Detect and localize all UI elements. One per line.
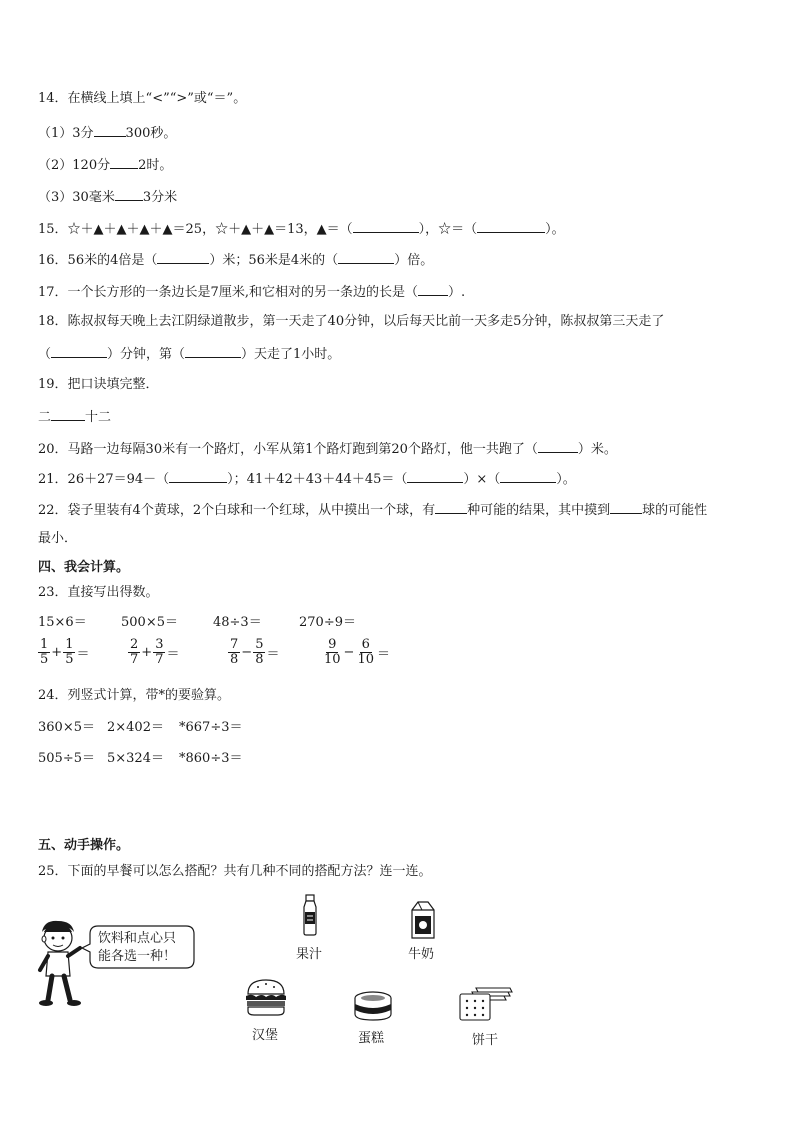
equals: ＝ [166,647,180,662]
answer-blank[interactable] [418,283,448,296]
answer-blank[interactable] [610,501,642,514]
fraction: $\frac{2}{7}$ [130,637,139,667]
section-5-title: 五、动手操作。 [38,838,130,853]
answer-blank[interactable] [538,440,578,453]
q18-part-b: ）分钟，第（ [107,347,186,362]
item-cake-label: 蛋糕 [358,1031,385,1046]
q14-item-3-pre: （3）30毫米 [38,190,115,205]
q15-part-b: ），☆＝（ [418,222,478,237]
q18-part-a: （ [38,347,52,362]
q23-expr-3: 48÷3＝ [213,615,262,630]
q20 [38,440,617,458]
operator: + [51,645,63,660]
q23-expr-4: 270÷9＝ [299,615,356,630]
q24-row-1 [38,720,242,736]
q19-post: 十二 [85,410,112,425]
q18-part-c: ）天走了1小时。 [241,347,341,362]
operator: − [241,645,253,660]
q21-part-d: ）。 [556,472,576,487]
fraction: $\frac{7}{8}$ [230,637,239,667]
answer-blank[interactable] [169,470,227,483]
q23-fraction-4 [322,638,391,667]
q21 [38,470,576,488]
answer-blank[interactable] [435,501,467,514]
q15 [38,220,565,238]
fraction: $\frac{9}{10}$ [324,637,341,667]
item-burger-label: 汉堡 [252,1028,279,1043]
q24-expr: 2×402＝ [107,720,164,735]
equals: ＝ [377,647,391,662]
q14-stem: 14．在横线上填上“<”“>”或“＝”。 [38,91,247,106]
answer-blank[interactable] [407,470,463,483]
answer-blank[interactable] [157,251,209,264]
q14-item-1-pre: （1）3分 [38,126,94,141]
q14-item-2-post: 2时。 [138,158,173,173]
speech-bubble [98,930,176,966]
q14-item-3 [38,188,177,206]
q16 [38,251,433,269]
q18-line-2 [38,345,340,363]
q24-row-2 [38,751,242,767]
q22-line-2: 最小． [38,531,78,546]
answer-blank[interactable] [110,156,138,169]
q24-expr: *667÷3＝ [179,720,243,735]
item-juice-label: 果汁 [296,947,323,962]
milk-carton-icon [406,900,438,940]
q22-part-a: 22．袋子里装有4个黄球，2个白球和一个红球，从中摸出一个球，有 [38,503,436,518]
section-4-title: 四、我会计算。 [38,560,130,575]
q23-expr-2: 500×5＝ [121,615,178,630]
q16-part-a: 16．56米的4倍是（ [38,253,158,268]
q14-item-1-post: 300秒。 [125,126,177,141]
answer-blank[interactable] [500,470,556,483]
cake-icon [352,990,394,1022]
q23-fraction-3 [228,638,280,667]
item-biscuits-label: 饼干 [472,1033,499,1048]
q22-part-c: 球的可能性 [642,503,708,518]
answer-blank[interactable] [185,345,241,358]
q14-item-2 [38,156,172,174]
q24-expr: 505÷5＝ [38,751,95,766]
hamburger-icon [244,978,288,1018]
q22-line-1 [38,501,707,519]
q23-expr-1: 15×6＝ [38,615,87,630]
equals: ＝ [76,647,90,662]
q14-item-3-post: 3分米 [142,190,178,205]
answer-blank[interactable] [94,124,126,137]
q23-fraction-2 [128,638,180,667]
q15-part-c: ）。 [545,222,565,237]
q23-row-1 [38,615,356,631]
answer-blank[interactable] [353,220,419,233]
q20-part-b: ）米。 [577,442,617,457]
answer-blank[interactable] [51,408,85,421]
q24-expr: 360×5＝ [38,720,95,735]
q24-expr: 5×324＝ [107,751,164,766]
speech-line-1: 饮料和点心只 [98,931,177,946]
fraction: $\frac{6}{10}$ [357,637,374,667]
operator: + [141,645,153,660]
q16-part-c: ）倍。 [394,253,434,268]
q20-part-a: 20．马路一边每隔30米有一个路灯，小军从第1个路灯跑到第20个路灯，他一共跑了（ [38,442,538,457]
q16-part-b: ）米；56米是4米的（ [209,253,339,268]
q19-formula [38,408,111,426]
equals: ＝ [266,647,280,662]
answer-blank[interactable] [51,345,107,358]
q19-pre: 二 [38,410,52,425]
q15-part-a: 15．☆＋▲＋▲＋▲＋▲＝25，☆＋▲＋▲＝13，▲＝（ [38,222,353,237]
q21-part-c: ）×（ [463,472,501,487]
biscuits-icon [456,986,514,1022]
q17-part-b: ）. [447,285,466,300]
q18-line-1: 18．陈叔叔每天晚上去江阴绿道散步，第一天走了40分钟，以后每天比前一天多走5分钟，陈叔叔第三天走了 [38,314,665,329]
answer-blank[interactable] [115,188,143,201]
q22-part-b: 种可能的结果，其中摸到 [467,503,611,518]
q23-fraction-1 [38,638,90,667]
speech-line-2: 能各选一种！ [98,949,177,964]
item-milk-label: 牛奶 [408,947,435,962]
q14-item-1 [38,124,176,142]
q23-stem: 23．直接写出得数。 [38,585,159,600]
operator: − [343,645,355,660]
fraction: $\frac{5}{8}$ [255,637,264,667]
boy-illustration [30,918,90,1010]
fraction: $\frac{3}{7}$ [155,637,164,667]
q21-part-b: ）；41＋42＋43＋44＋45＝（ [227,472,408,487]
q17 [38,283,465,301]
q14-item-2-pre: （2）120分 [38,158,111,173]
q17-part-a: 17．一个长方形的一条边长是7厘米,和它相对的另一条边的长是（ [38,285,418,300]
answer-blank[interactable] [338,251,394,264]
q19-stem: 19．把口诀填完整． [38,377,159,392]
q24-stem: 24．列竖式计算，带*的要验算。 [38,688,231,703]
answer-blank[interactable] [477,220,545,233]
q21-part-a: 21．26＋27＝94－（ [38,472,170,487]
fraction: $\frac{1}{5}$ [65,637,74,667]
fraction: $\frac{1}{5}$ [40,637,49,667]
q24-expr: *860÷3＝ [179,751,243,766]
juice-bottle-icon [298,894,322,936]
q25-stem: 25．下面的早餐可以怎么搭配？共有几种不同的搭配方法？连一连。 [38,864,432,879]
